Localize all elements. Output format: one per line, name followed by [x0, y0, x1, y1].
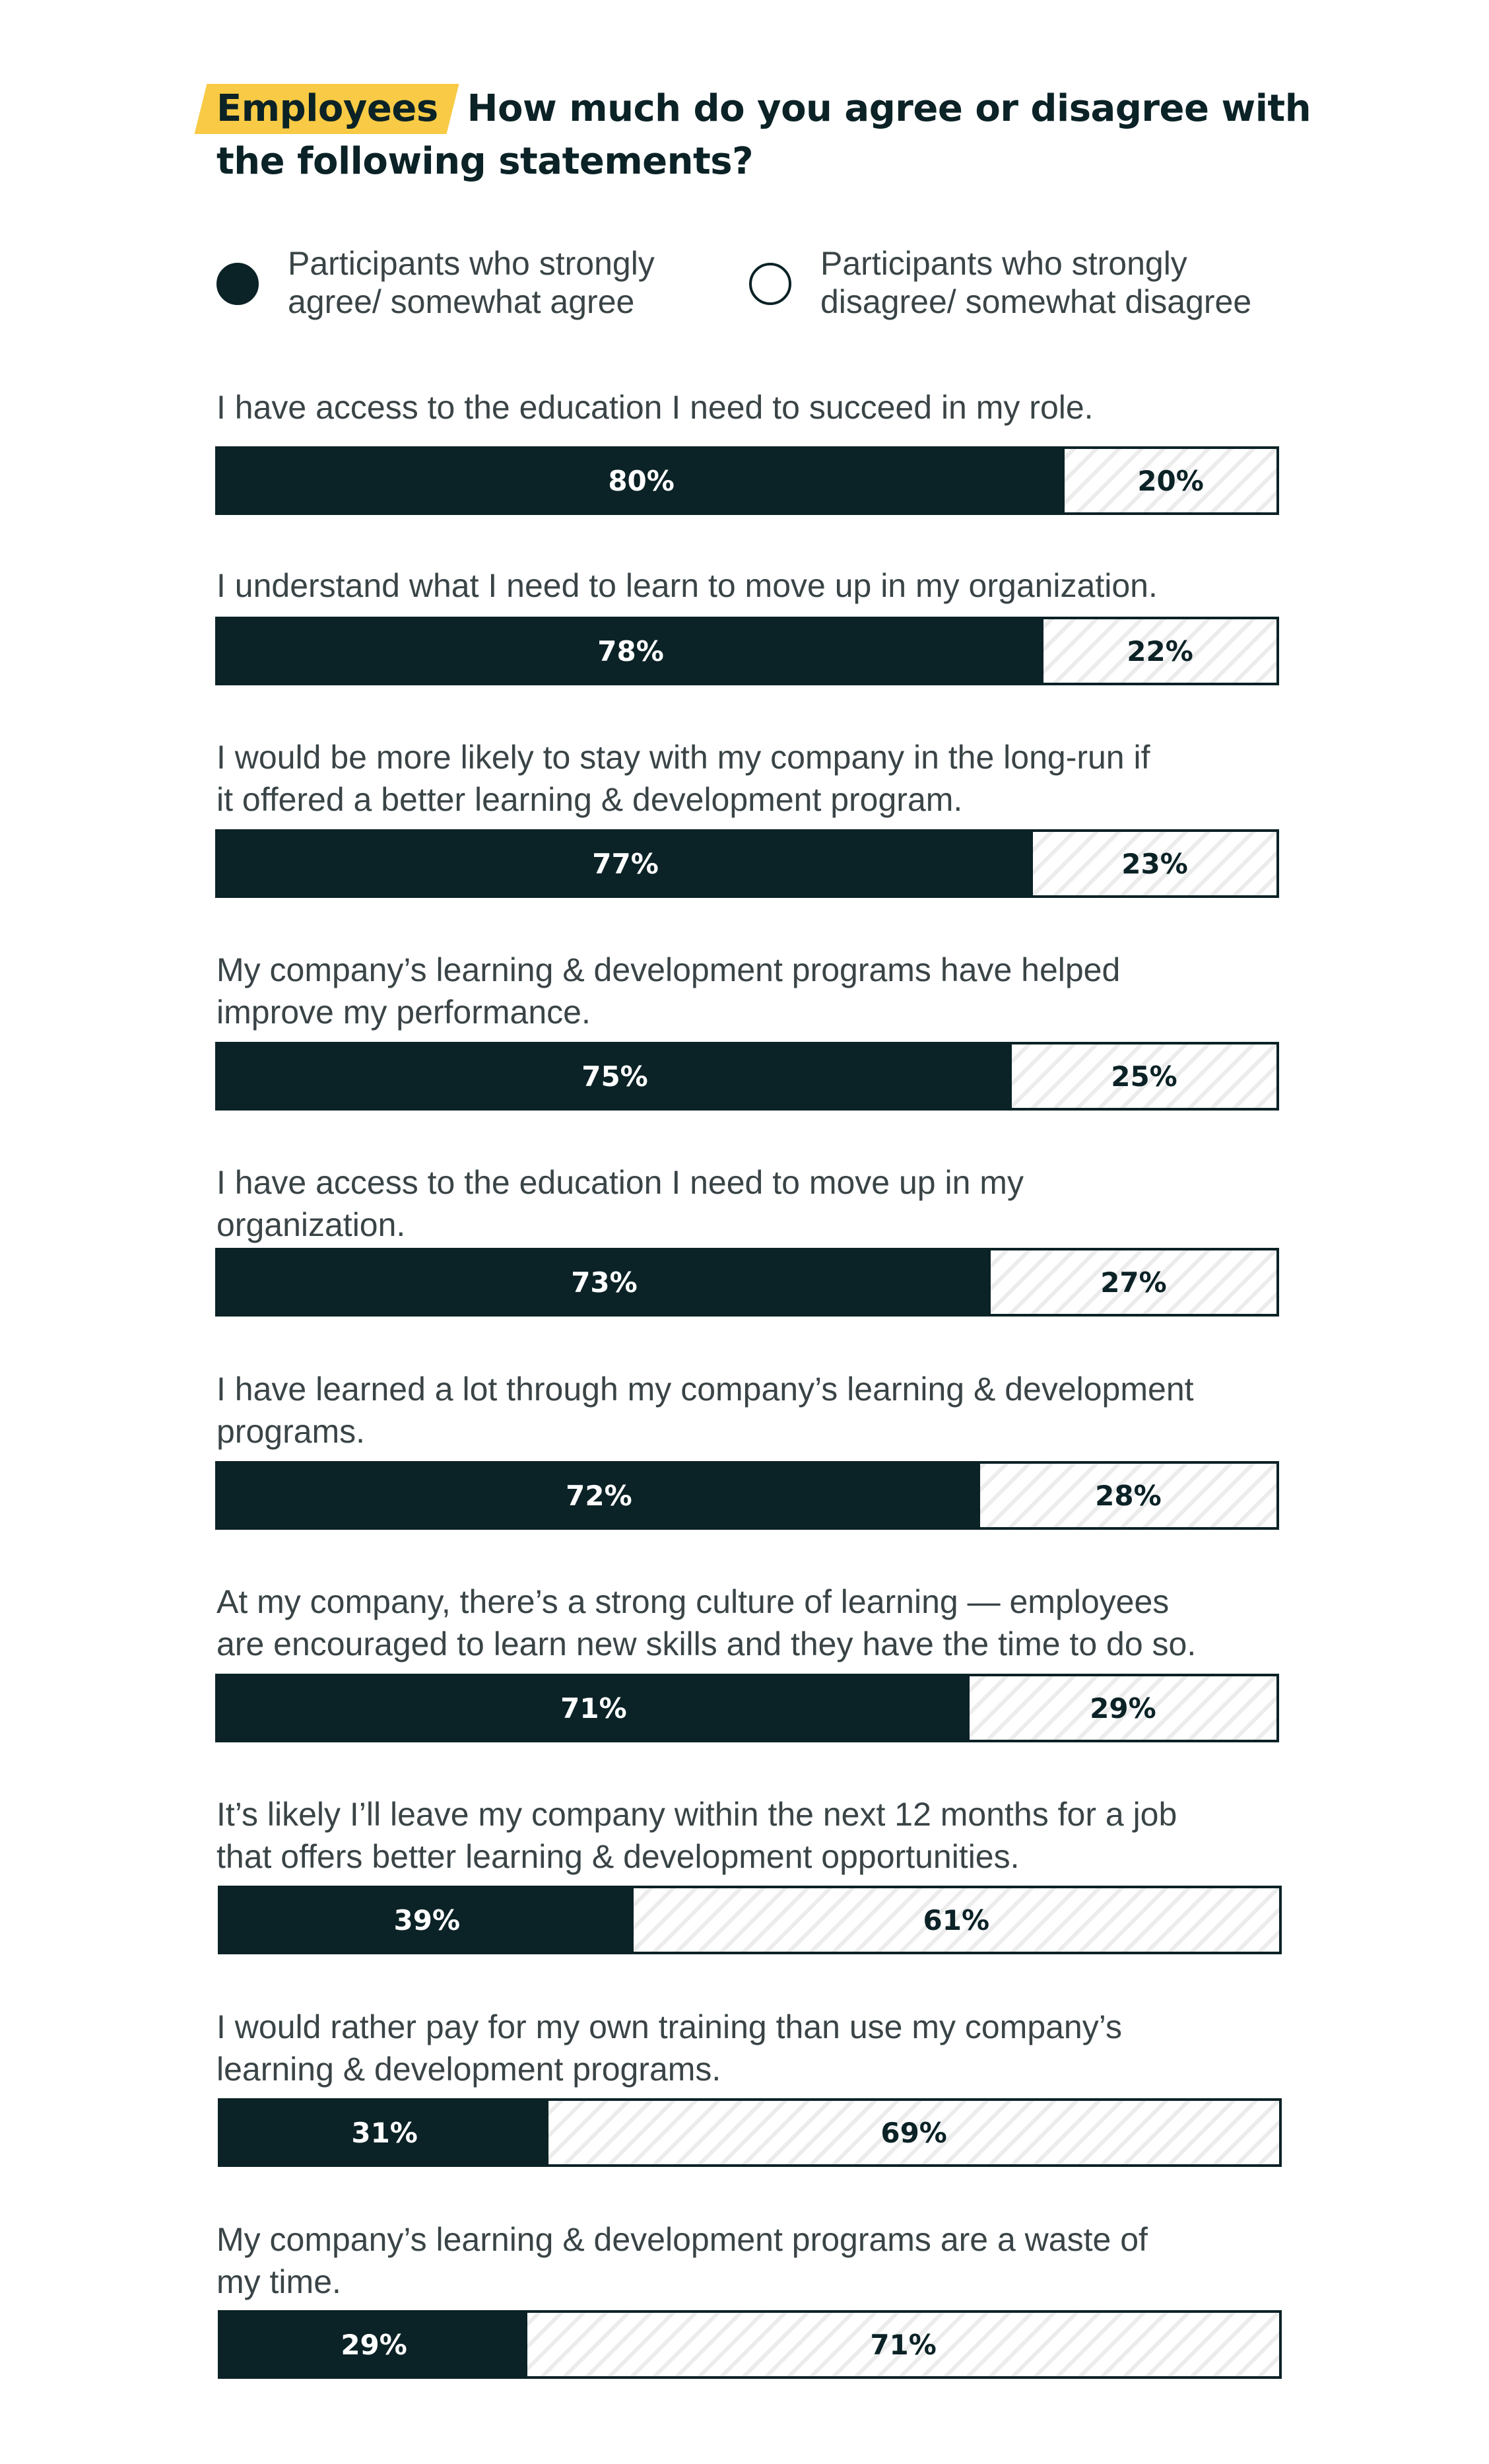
- statement-label: My company’s learning & development programs have helped improve my performance.: [216, 951, 1121, 1031]
- data-label-disagree: 22%: [1127, 634, 1193, 667]
- bar-agree: [218, 619, 1043, 683]
- legend-item-disagree: [749, 244, 1251, 321]
- statement-label: I have access to the education I need to move up in my organization.: [216, 1164, 1024, 1243]
- bar-row: [218, 2310, 1282, 2379]
- data-label-disagree: 27%: [1100, 1266, 1167, 1299]
- legend-item-agree: [216, 244, 655, 321]
- statement-label: I have learned a lot through my company’s learning & development programs.: [216, 1371, 1194, 1450]
- data-label-disagree: 23%: [1121, 847, 1188, 880]
- bar-disagree: [980, 1464, 1276, 1527]
- bar-row: [215, 1461, 1279, 1530]
- bar-disagree: [527, 2313, 1279, 2376]
- data-label-agree: 73%: [571, 1266, 638, 1299]
- data-label-agree: 75%: [581, 1060, 648, 1093]
- audience-tag: Employees: [216, 83, 453, 135]
- statement-label: I would rather pay for my own training than use my company’s learning & development programs.: [216, 2008, 1122, 2088]
- bar-disagree: [1012, 1044, 1276, 1108]
- bar-disagree: [548, 2101, 1279, 2164]
- data-label-disagree: 28%: [1095, 1479, 1162, 1512]
- bar-disagree: [991, 1250, 1276, 1314]
- chart-title: [216, 83, 1339, 188]
- bar-row: [215, 1248, 1279, 1317]
- bar-row: [215, 617, 1279, 685]
- filled-circle-icon: [216, 263, 259, 305]
- data-label-disagree: 29%: [1090, 1692, 1156, 1725]
- data-label-agree: 29%: [341, 2328, 407, 2361]
- data-label-disagree: 71%: [870, 2328, 937, 2361]
- statement-label: My company’s learning & development programs are a waste of my time.: [216, 2221, 1148, 2300]
- bar-agree: [220, 2313, 527, 2376]
- bar-row: [218, 1886, 1282, 1954]
- data-label-agree: 31%: [351, 2116, 418, 2149]
- data-label-agree: 77%: [592, 847, 659, 880]
- statement-label: I have access to the education I need to succeed in my role.: [216, 389, 1094, 426]
- data-label-agree: 78%: [597, 634, 664, 667]
- bar-agree: [218, 1044, 1012, 1108]
- statement-label: I understand what I need to learn to move up in my organization.: [216, 567, 1158, 604]
- bar-disagree: [1065, 449, 1276, 512]
- bar-disagree: [970, 1676, 1276, 1740]
- bar-agree: [218, 1464, 980, 1527]
- data-label-disagree: 20%: [1137, 464, 1204, 497]
- data-label-disagree: 69%: [880, 2116, 947, 2149]
- bar-agree: [220, 2101, 548, 2164]
- outline-circle-icon: [749, 263, 791, 305]
- data-label-agree: 39%: [393, 1903, 461, 1936]
- statement-label: I would be more likely to stay with my company in the long-run if it offered a better learning & development program.: [216, 739, 1150, 818]
- bar-agree: [218, 1676, 970, 1740]
- bar-row: [215, 829, 1279, 898]
- bar-row: [215, 1674, 1279, 1742]
- bar-row: [218, 2098, 1282, 2167]
- bar-disagree: [1033, 832, 1276, 895]
- data-label-disagree: 61%: [923, 1903, 990, 1936]
- legend-label-agree: Participants who strongly agree/ somewhat agree: [288, 245, 655, 320]
- bar-agree: [218, 832, 1033, 895]
- statement-label: It’s likely I’ll leave my company within the next 12 months for a job that offers better learning & development opportunities.: [216, 1796, 1177, 1875]
- data-label-agree: 71%: [560, 1692, 627, 1725]
- legend-label-disagree: Participants who strongly disagree/ somewhat disagree: [820, 245, 1252, 320]
- bar-disagree: [1043, 619, 1276, 683]
- bar-agree: [218, 449, 1065, 512]
- bar-disagree: [634, 1888, 1279, 1952]
- title-text: How much do you agree or disagree with the following statements?: [216, 87, 1311, 183]
- bar-row: [215, 446, 1279, 515]
- data-label-disagree: 25%: [1111, 1060, 1177, 1093]
- bar-row: [215, 1042, 1279, 1111]
- data-label-agree: 72%: [566, 1479, 632, 1512]
- bar-agree: [220, 1888, 634, 1952]
- data-label-agree: 80%: [608, 464, 675, 497]
- statement-label: At my company, there’s a strong culture of learning — employees are encouraged to learn new skills and they have the time to do so.: [216, 1583, 1197, 1662]
- bar-agree: [218, 1250, 991, 1314]
